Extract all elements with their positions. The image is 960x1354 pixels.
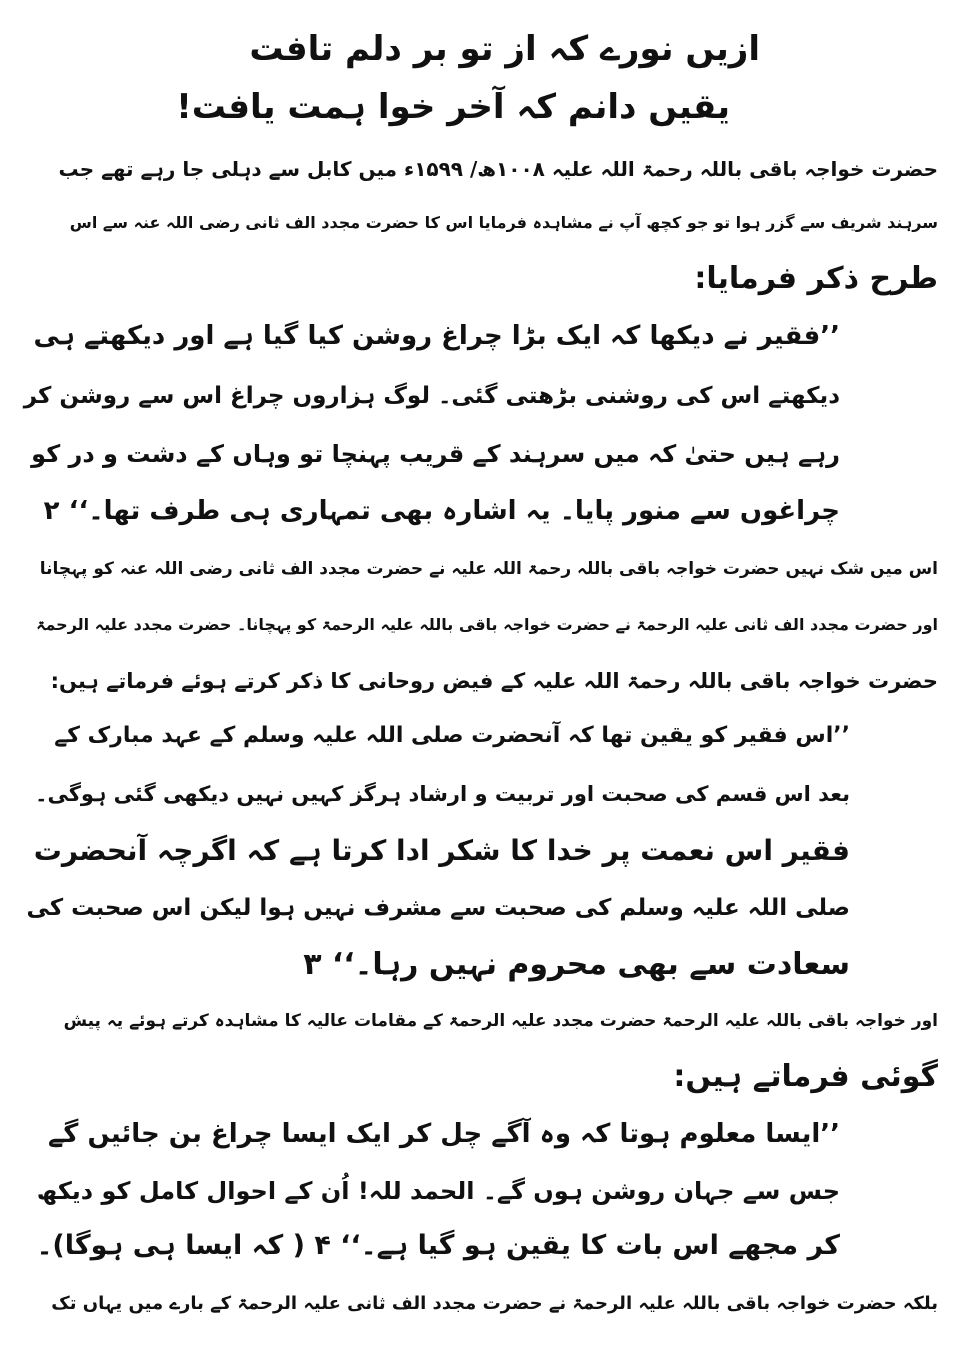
quote-line: کر مجھے اس بات کا یقین ہو گیا ہے۔‘‘ ۴ ( کہ ایسا ہی ہوگا)۔ bbox=[36, 1230, 840, 1261]
paragraph-line: حضرت خواجہ باقی باللہ رحمۃ اللہ علیہ ۱۰۰۸ھ/ ۱۵۹۹ء میں کابل سے دہلی جا رہے تھے جب bbox=[58, 157, 938, 181]
paragraph-line: اور حضرت مجدد الف ثانی علیہ الرحمۃ نے حضرت خواجہ باقی باللہ علیہ الرحمۃ کو پہچانا۔ حضرت مجدد علیہ الرحمۃ bbox=[36, 615, 938, 634]
paragraph-line: طرح ذکر فرمایا: bbox=[694, 261, 938, 296]
quote-line: دیکھتے اس کی روشنی بڑھتی گئی۔ لوگ ہزاروں چراغ اس سے روشن کر bbox=[23, 383, 840, 409]
quote-line: ’’اس فقیر کو یقین تھا کہ آنحضرت صلی اللہ علیہ وسلم کے عہد مبارک کے bbox=[54, 723, 850, 748]
quote-line: رہے ہیں حتیٰ کہ میں سرہند کے قریب پہنچا تو وہاں کے دشت و در کو bbox=[31, 440, 840, 468]
quote-line: جس سے جہان روشن ہوں گے۔ الحمد للہ! اُن کے احوال کامل کو دیکھ bbox=[36, 1177, 840, 1205]
paragraph-line: سرہند شریف سے گزر ہوا تو جو کچھ آپ نے مشاہدہ فرمایا اس کا حضرت مجدد الف ثانی رضی اللہ عنہ سے اس bbox=[69, 213, 938, 232]
quote-line: ’’فقیر نے دیکھا کہ ایک بڑا چراغ روشن کیا گیا ہے اور دیکھتے ہی bbox=[33, 321, 840, 351]
quote-line: ’’ایسا معلوم ہوتا کہ وہ آگے چل کر ایک ایسا چراغ بن جائیں گے bbox=[48, 1119, 840, 1149]
paragraph-line: اس میں شک نہیں حضرت خواجہ باقی باللہ رحمۃ اللہ علیہ نے حضرت مجدد الف ثانی رضی اللہ عنہ کو پہچانا bbox=[39, 559, 938, 579]
quote-line: بعد اس قسم کی صحبت اور تربیت و ارشاد ہرگز کہیں نہیں دیکھی گئی ہوگی۔ bbox=[35, 782, 850, 806]
paragraph-line: حضرت خواجہ باقی باللہ رحمۃ اللہ علیہ کے فیض روحانی کا ذکر کرتے ہوئے فرماتے ہیں: bbox=[50, 669, 938, 693]
quote-line: فقیر اس نعمت پر خدا کا شکر ادا کرتا ہے کہ اگرچہ آنحضرت bbox=[33, 834, 850, 867]
paragraph-line: گوئی فرماتے ہیں: bbox=[673, 1059, 938, 1094]
quote-line: صلی اللہ علیہ وسلم کی صحبت سے مشرف نہیں ہوا لیکن اس صحبت کی bbox=[26, 895, 850, 921]
paragraph-line: بلکہ حضرت خواجہ باقی باللہ علیہ الرحمۃ نے حضرت مجدد الف ثانی علیہ الرحمۃ کے بارے میں یہاں تک bbox=[51, 1293, 938, 1314]
quote-line: چراغوں سے منور پایا۔ یہ اشارہ بھی تمہاری ہی طرف تھا۔‘‘ ۲ bbox=[43, 496, 840, 526]
quote-line: سعادت سے بھی محروم نہیں رہا۔‘‘ ۳ bbox=[303, 947, 850, 982]
verse-line: یقیں دانم کہ آخر خوا ہمت یافت! bbox=[176, 87, 730, 127]
paragraph-line: اور خواجہ باقی باللہ علیہ الرحمۃ حضرت مجدد علیہ الرحمۃ کے مقامات عالیہ کا مشاہدہ کرتے ہوئے یہ پیش bbox=[63, 1011, 938, 1031]
verse-line: ازیں نورے کہ از تو بر دلم تافت bbox=[249, 29, 760, 69]
